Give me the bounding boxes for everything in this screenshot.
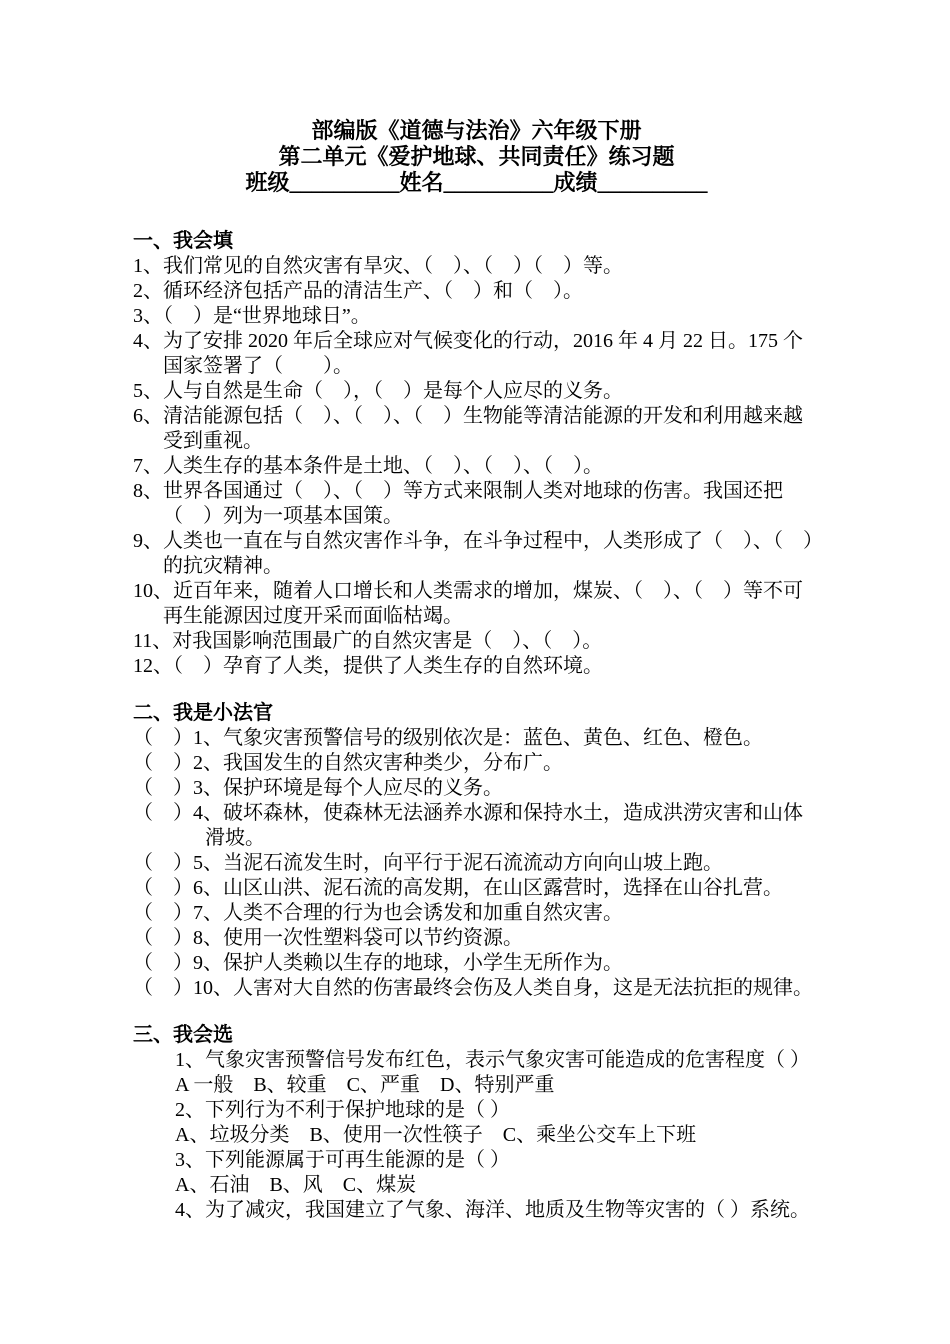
choice-question-2: 2、下列行为不利于保护地球的是（ ） (175, 1099, 510, 1121)
judge-item-1: （ ）1、气象灾害预警信号的级别依次是：蓝色、黄色、红色、橙色。 (133, 727, 763, 749)
fill-item-9: 9、人类也一直在与自然灾害作斗争，在斗争过程中，人类形成了（ ）、（ ）的抗灾精神。 (133, 530, 813, 577)
student-info-line (133, 170, 820, 196)
fill-item-5: 5、人与自然是生命（ ），（ ）是每个人应尽的义务。 (133, 380, 623, 402)
doc-title-line-1: 部编版《道德与法治》六年级下册 (311, 118, 642, 143)
judge-item-5: （ ）5、当泥石流发生时，向平行于泥石流流动方向向山坡上跑。 (133, 852, 723, 874)
choice-options-3: A、石油 B、风 C、煤炭 (175, 1174, 417, 1196)
section-true-false (133, 701, 820, 1001)
class-label: 班级 (245, 170, 290, 195)
choice-question-3: 3、下列能源属于可再生能源的是（ ） (175, 1149, 510, 1171)
judge-item-4: （ ）4、破坏森林，使森林无法涵养水源和保持水土，造成洪涝灾害和山体滑坡。 (133, 802, 803, 849)
judge-item-7: （ ）7、人类不合理的行为也会诱发和加重自然灾害。 (133, 902, 623, 924)
section-2-heading: 二、我是小法官 (133, 702, 273, 724)
section-3-heading: 三、我会选 (133, 1024, 233, 1046)
fill-item-8: 8、世界各国通过（ ）、（ ）等方式来限制人类对地球的伤害。我国还把（ ）列为一项基本国策。 (133, 480, 783, 527)
score-label: 成绩 (553, 170, 598, 195)
title-block (133, 118, 820, 196)
fill-item-12: 12、（ ）孕育了人类，提供了人类生存的自然环境。 (133, 655, 603, 677)
class-blank: __________ (289, 170, 400, 195)
judge-item-2: （ ）2、我国发生的自然灾害种类少，分布广。 (133, 752, 563, 774)
judge-item-10: （ ）10、人害对大自然的伤害最终会伤及人类自身，这是无法抗拒的规律。 (133, 977, 813, 999)
section-multiple-choice (133, 1023, 820, 1223)
choice-question-1: 1、气象灾害预警信号发布红色，表示气象灾害可能造成的危害程度（ ） (175, 1049, 810, 1071)
judge-item-6: （ ）6、山区山洪、泥石流的高发期，在山区露营时，选择在山谷扎营。 (133, 877, 783, 899)
name-label: 姓名 (399, 170, 444, 195)
fill-item-7: 7、人类生存的基本条件是土地、（ ）、（ ）、（ ）。 (133, 455, 603, 477)
fill-item-10: 10、近百年来，随着人口增长和人类需求的增加，煤炭、（ ）、（ ）等不可再生能源因过度开采而面临枯竭。 (133, 580, 803, 627)
fill-item-2: 2、循环经济包括产品的清洁生产、（ ）和（ ）。 (133, 280, 583, 302)
score-blank: __________ (597, 170, 708, 195)
judge-item-8: （ ）8、使用一次性塑料袋可以节约资源。 (133, 927, 523, 949)
fill-item-3: 3、（ ）是“世界地球日”。 (133, 305, 371, 327)
judge-item-9: （ ）9、保护人类赖以生存的地球，小学生无所作为。 (133, 952, 623, 974)
judge-item-3: （ ）3、保护环境是每个人应尽的义务。 (133, 777, 503, 799)
section-1-heading: 一、我会填 (133, 230, 233, 252)
fill-item-1: 1、我们常见的自然灾害有旱灾、（ ）、（ ）（ ）等。 (133, 255, 623, 277)
section-fill-in-blanks (133, 229, 820, 679)
fill-item-11: 11、对我国影响范围最广的自然灾害是（ ）、（ ）。 (133, 630, 603, 652)
choice-options-2: A、垃圾分类 B、使用一次性筷子 C、乘坐公交车上下班 (175, 1124, 697, 1146)
choice-options-1: A 一般 B、较重 C、严重 D、特别严重 (175, 1074, 555, 1096)
choice-question-4: 4、为了减灾，我国建立了气象、海洋、地质及生物等灾害的（ ）系统。 (175, 1199, 810, 1221)
fill-item-4: 4、为了安排 2020 年后全球应对气候变化的行动，2016 年 4 月 22 日。175 个国家签署了（ ）。 (133, 330, 803, 377)
fill-item-6: 6、清洁能源包括（ ）、（ ）、（ ）生物能等清洁能源的开发和利用越来越受到重视。 (133, 405, 803, 452)
doc-title-line-2: 第二单元《爱护地球、共同责任》练习题 (278, 144, 675, 169)
name-blank: __________ (443, 170, 554, 195)
